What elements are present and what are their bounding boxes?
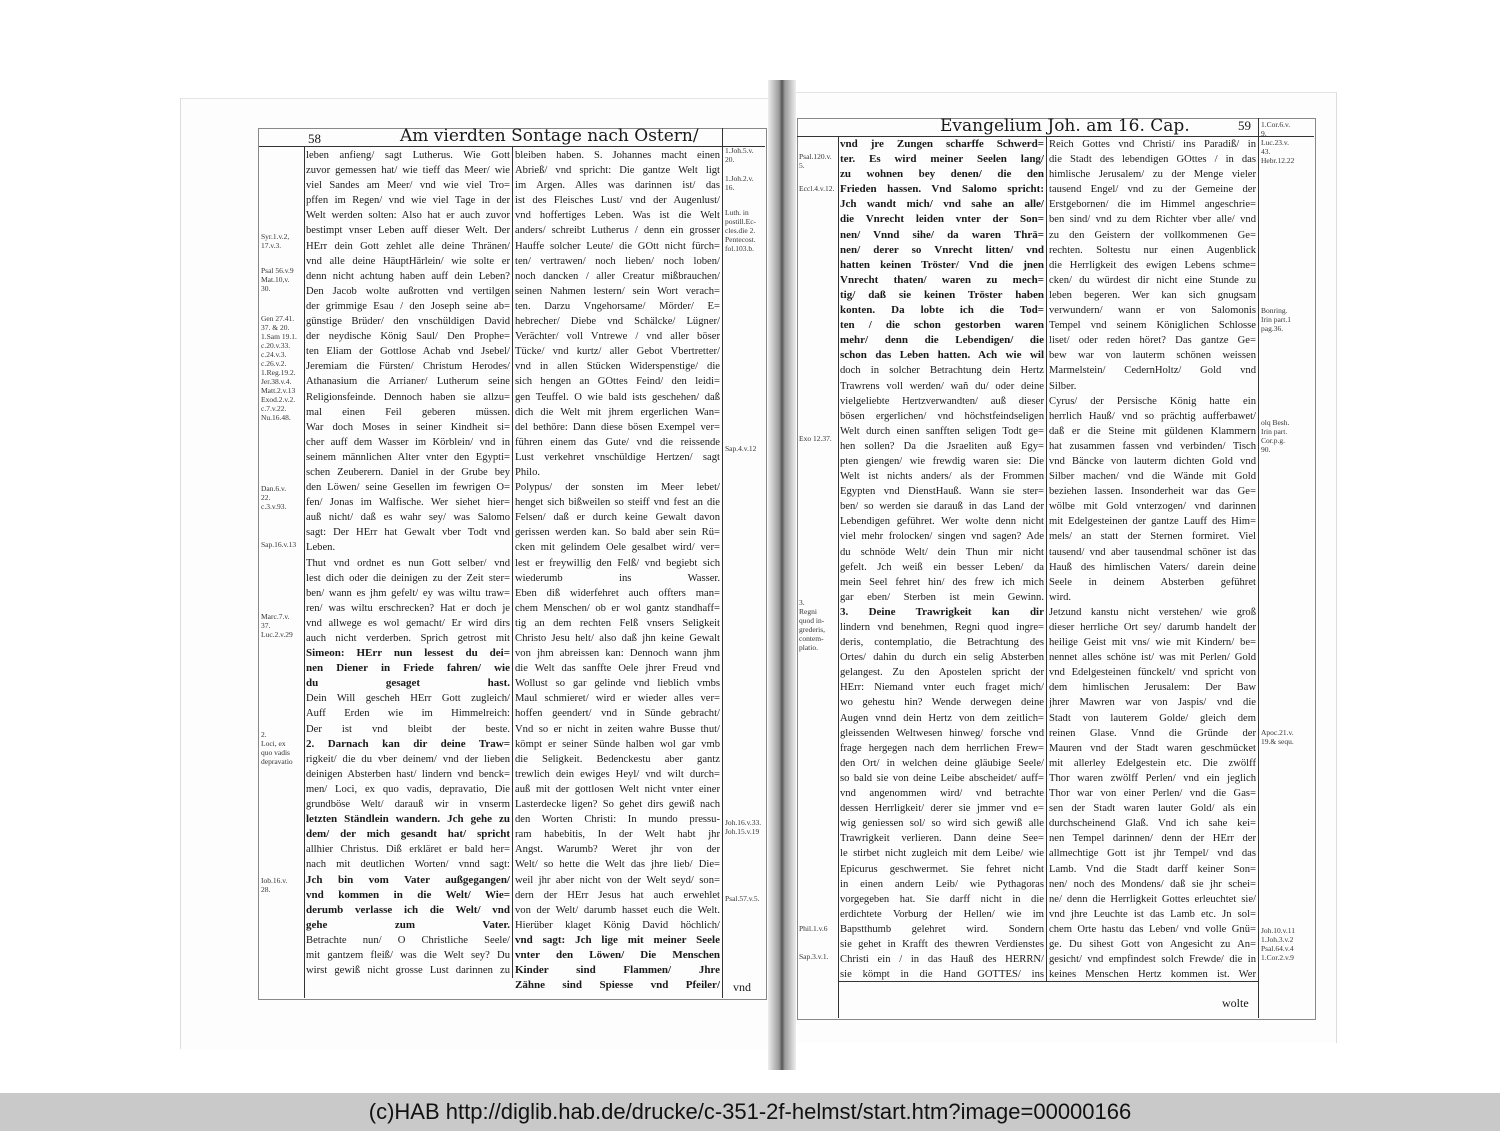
text-line: Thor war von einer Perlen/ vnd die Gas=	[1049, 788, 1256, 800]
text-line: Trawrens voll werden/ wañ du/ oder deine	[840, 380, 1044, 392]
text-line: auß nicht/ daß es wahr sey/ was Salomo	[306, 512, 510, 524]
text-line: denn nicht achtung haben auff dein Leben?	[306, 270, 510, 282]
text-line: die Welt das sanffte Oele jhrer Freud vnd	[515, 663, 720, 675]
text-line: tig/ daß sie keinen Tröster haben	[840, 288, 1044, 301]
text-line: pffen im Regen/ vnd wie viel Tage in der	[306, 195, 510, 207]
text-line: seinem männlichen Alter vnter den Egypti=	[306, 451, 510, 463]
text-line: lindern vnd benehmen, Regni quod ingre=	[840, 622, 1044, 633]
text-line: die Stadt des lebendigen GOttes / in das	[1049, 154, 1256, 166]
text-line: Religionsfeinde. Dennoch haben sie allzu=	[306, 391, 510, 403]
text-line: ten Eliam der Gottlose Achab vnd Jsebel/	[306, 346, 510, 358]
text-line: Philo.	[515, 466, 541, 478]
text-line: zu wohnen bey denen/ die den	[840, 168, 1044, 181]
text-line: mit Edelgesteinen der gantze Lauff des Him=	[1049, 516, 1256, 528]
text-line: der grimmige Esau / den Joseph seine ab=	[306, 300, 510, 312]
text-line: nen/ Vnnd sihe/ da waren Thrä=	[840, 228, 1044, 241]
text-line: Den Jacob wolte außrotten vnd vertilgen	[306, 285, 510, 297]
text-line: dem himlischen Jerusalem: Der Baw	[1049, 682, 1256, 694]
margin-note: Psal 56.v.9 Mat.10,v. 30.	[261, 266, 294, 293]
margin-note: 1.Cor.6.v. 9. Luc.23.v. 43. Hebr.12.22	[1261, 120, 1295, 165]
text-line: Welt/ so hette die Welt das jhre lieb/ Die=	[515, 859, 720, 871]
text-column-1	[840, 137, 1044, 982]
text-line: cher auff dem Wasser im Körblein/ vnd in	[306, 436, 510, 448]
text-line: doch in solcher Betrachtung dein Hertz	[840, 365, 1044, 377]
text-line: wird.	[1049, 591, 1072, 603]
copyright-footer: (c)HAB http://diglib.hab.de/drucke/c-351-2f-helmst/start.htm?image=00000166	[0, 1093, 1500, 1131]
text-line: im Argen. Alles was darinnen ist/ das	[515, 180, 720, 192]
margin-note: Syr.1.v.2, 17.v.3.	[261, 232, 290, 250]
text-line: Egypten vnd DienstHauß. Wann sie ster=	[840, 486, 1044, 498]
text-line: Thor waren zwölff Perlen/ vnd ein jeglich	[1049, 772, 1256, 784]
text-line: führen einem das Gute/ vnd die reissende	[515, 436, 720, 448]
margin-note: Sap.16.v.13	[261, 540, 297, 549]
text-line: zuvor gemessen hat/ wie tieff das Meer/ wie	[306, 165, 510, 177]
text-line: sie kömpt in die Hand GOTTES/ ins	[840, 969, 1044, 981]
text-line: allhier Christus. Diß erkläret er bald her=	[306, 844, 510, 856]
margin-note: Marc.7.v. 37. Luc.2.v.29	[261, 612, 293, 639]
text-line: beziehen lassen. Insonderheit war das Ge=	[1049, 486, 1256, 498]
text-line: heilige Geist mit vns/ wie mit Kindern/ be=	[1049, 637, 1256, 649]
text-line: ne/ denn die Herrligkeit Gottes erleuchtet sie/	[1049, 893, 1256, 905]
text-line: chem Menschen/ ob er wol gantz standhaff=	[515, 602, 720, 614]
text-line: henget sich bißweilen so steiff vnd fest an die	[515, 497, 720, 509]
text-line: von der Welt/ darumb hasset euch die Welt.	[515, 904, 720, 916]
text-line: Jch wandt mich/ vnd sahe an alle/	[840, 198, 1044, 211]
text-line: pten giengen/ wie frewdig waren sie: Die	[840, 455, 1044, 467]
text-line: Jch bin vom Vater außgegangen/	[306, 873, 510, 886]
text-line: Zähne sind Spiesse vnd Pfeiler/	[515, 979, 720, 992]
column-rule	[1046, 136, 1047, 981]
text-line: bleiben haben. S. Johannes macht einen	[515, 150, 720, 161]
text-line: mit allerley Edelgestein etc. Die zwölff	[1049, 757, 1256, 769]
text-line: men/ Loci, ex quo vadis, depravatio, Die	[306, 783, 510, 795]
margin-note: Exo 12.37.	[799, 434, 832, 443]
text-line: Lasterdecke ligen? So gehet dirs gewiß nach	[515, 799, 720, 811]
text-line: die Seligkeit. Bedenckestu aber gantz	[515, 753, 720, 765]
text-line: mein Seel fehret hin/ des frew ich mich	[840, 576, 1044, 588]
text-line: du schnöde Welt/ dein Thun mir nicht	[840, 546, 1044, 558]
text-line: lest er freywillig den Felß/ vnd begiebt sich	[515, 557, 720, 569]
column-rule	[512, 146, 513, 978]
text-line: Trawrigkeit verlieren. Dann deine See=	[840, 833, 1044, 845]
text-line: tausend/ vnd aber tausendmal schöner ist das	[1049, 546, 1256, 558]
text-line: wiederumb ins Wasser.	[515, 572, 720, 584]
text-line: Erstgebornen/ die im Himmel angeschrie=	[1049, 199, 1256, 211]
margin-note: Iob.16.v. 28.	[261, 876, 288, 894]
margin-note: Joh.10.v.11 1.Joh.3.v.2 Psal.64.v.4 1.Cor.2.v.9	[1261, 926, 1296, 962]
text-line: sen der Stadt waren lauter Gold/ als ein	[1049, 803, 1256, 815]
text-line: vnd hoffertiges Leben. Was ist die Welt	[515, 210, 720, 222]
text-line: letzten Ständlein wandern. Jch gehe zu	[306, 813, 510, 826]
text-line: Seele in deinem Absterben geführet	[1049, 576, 1256, 588]
text-line: cken/ du würdest dir nicht eine Stunde zu	[1049, 274, 1256, 286]
text-line: Mauren vnd der Stadt waren geschmücket	[1049, 742, 1256, 754]
text-line: ten. Darzu Vngehorsame/ Mörder/ E=	[515, 300, 720, 312]
text-line: leben begeren. Wer kan sich gnugsam	[1049, 289, 1256, 301]
text-line: auß mit der gottlosen Welt nicht vnter einer	[515, 783, 720, 795]
text-line: nen Diener in Friede fahren/ wie	[306, 662, 510, 675]
text-line: in einen andern Leib/ wie Pythagoras	[840, 878, 1044, 890]
text-line: Maul schmieret/ wird er wieder alles ver=	[515, 693, 720, 705]
text-line: ben sind/ vnd zu dem Richter vber alle/ vnd	[1049, 214, 1256, 226]
text-line: 2. Darnach kan dir deine Traw=	[306, 737, 510, 750]
text-line: hen sollen? Da die Jsraeliten auß Egy=	[840, 440, 1044, 452]
text-line: wo gehestu hin? Wende derwegen deine	[840, 697, 1044, 709]
text-line: ist des Fleisches Lust/ vnd der Augenlust/	[515, 195, 720, 207]
column-rule	[722, 128, 723, 998]
text-line: so bald sie von deine Leibe abscheidet/ auff=	[840, 772, 1044, 784]
text-line: hebrecher/ Diebe vnd Schälcke/ Lügner/	[515, 316, 720, 328]
text-line: derumb verlasse ich die Welt/ vnd	[306, 903, 510, 916]
text-line: vnd kommen in die Welt/ Wie=	[306, 888, 510, 901]
text-line: Stadt von lauterem Golde/ gleich dem	[1049, 712, 1256, 724]
text-line: die Herrligkeit des ewigen Lebens schme=	[1049, 259, 1256, 271]
text-line: günstige Brüder/ den vnschüldigen David	[306, 316, 510, 328]
text-line: ram habebitis, In der Welt habt jhr	[515, 829, 720, 841]
margin-note: Sap.3.v.1.	[799, 952, 829, 961]
text-line: Frieden hassen. Vnd Salomo spricht:	[840, 183, 1044, 196]
text-line: seinen Nahmen lestern/ sein Wort verach=	[515, 285, 720, 297]
text-line: Vnd so er nicht in zeiten wahre Busse thut/	[515, 723, 720, 735]
text-line: von jhm abreissen kan: Dennoch wann jhm	[515, 648, 720, 660]
text-line: Jetzund kanstu nicht verstehen/ wie groß	[1049, 606, 1256, 618]
text-line: kömpt er seiner Sünde halben wol gar vmb	[515, 738, 720, 750]
text-line: tausend Engel/ vnd zu der Gemeine der	[1049, 184, 1256, 196]
text-line: Thut vnd ordnet es nun Gott selber/ vnd	[306, 557, 510, 569]
text-line: gesicht/ vnd empfindest solch Frewde/ die in	[1049, 954, 1256, 966]
text-line: gelangest. Zu den Apostelen spricht der	[840, 667, 1044, 679]
text-line: gar eben/ Sterben ist mein Gewinn.	[840, 591, 1044, 603]
text-line: Leben.	[306, 542, 336, 554]
text-line: Hauffe solcher Leute/ die GOtt nicht fürch=	[515, 240, 720, 252]
text-line: War doch Moses in seiner Kindheit si=	[306, 421, 510, 433]
margin-note: Psal.120.v.5.	[799, 152, 832, 170]
text-line: Welt durch einen sanfften seligen Todt ge=	[840, 425, 1044, 437]
text-line: Welt werden solten: Also hat er auch zuvor	[306, 210, 510, 222]
text-line: viel mehr frolocken/ singen vnd sagen? Ade	[840, 531, 1044, 543]
text-line: nennet alles schöne ist/ was mit Perlen/ Gold	[1049, 652, 1256, 664]
page-number: 59	[1238, 118, 1251, 133]
text-line: Athanasium die Arrianer/ Lutherum seine	[306, 376, 510, 388]
text-line: Lamb. Vnd die Stadt darff keiner Son=	[1049, 863, 1256, 875]
text-line: Vnrecht thaten/ waren zu mech=	[840, 273, 1044, 286]
text-line: ge. Du sihest Gott von Angesicht zu An=	[1049, 938, 1256, 950]
text-line: mit gantzem fleiß/ was die Welt sey? Du	[306, 949, 510, 961]
text-line: Silber.	[1049, 380, 1077, 392]
text-line: vnd allwege es wol gemacht/ Er wird dirs	[306, 617, 510, 629]
text-line: Welt ist nichts anders/ als der Frommen	[840, 471, 1044, 483]
text-line: trewlich dein ewiges Heyl/ vnd wilt durch=	[515, 768, 720, 780]
text-line: Der ist vnd bleibt der beste.	[306, 723, 510, 735]
text-line: du gesaget hast.	[306, 677, 510, 690]
text-line: dessen Herrligkeit/ derer sie jmmer vnd e=	[840, 803, 1044, 815]
text-line: nen Tempel darinnen/ denn der HErr der	[1049, 833, 1256, 845]
text-line: sagt: Der HErr hat Gewalt vber Todt vnd	[306, 527, 510, 539]
text-line: wig geniessen sol/ so wird sich gewiß alle	[840, 818, 1044, 830]
text-line: der neydische König Saul/ Den Prophe=	[306, 331, 510, 343]
text-line: vorgegeben hat. Sie darff nicht in die	[840, 893, 1044, 905]
text-line: Hauß des himlischen Vaters/ darein deine	[1049, 561, 1256, 573]
text-line: frage hergegen nach dem herrlichen Frew=	[840, 742, 1044, 754]
text-line: HErr dein Gott zehlet alle deine Thränen/	[306, 240, 510, 252]
text-line: bew war von lauterm schönen weissen	[1049, 350, 1256, 362]
text-line: ter. Es wird meiner Seelen lang/	[840, 153, 1044, 166]
margin-note: 1.Joh.5.v. 20.	[725, 146, 754, 164]
text-line: Kinder sind Flammen/ Jhre	[515, 964, 720, 977]
text-line: noch dancken / aller Creatur mißbrauchen/	[515, 270, 720, 282]
text-line: Dein Will gescheh HErr Gott zugleich/	[306, 693, 510, 705]
column-rule	[838, 136, 839, 1018]
text-line: Lust verkehret vnschüldige Hertzen/ sagt	[515, 451, 720, 463]
text-line: Bapstthumb gelehret wird. Sondern	[840, 923, 1044, 935]
text-line: nach mit deutlichen Worten/ vnnd sagt:	[306, 859, 510, 871]
text-line: Polypus/ der sonsten im Meer lebet/	[515, 482, 720, 494]
text-line: sie gehet in Krafft des thewren Verdienstes	[840, 938, 1044, 950]
text-line: sich hengen an GOttes Feind/ den leidi=	[515, 376, 720, 388]
text-line: gleissenden Weltwesen hinweg/ forsche vnd	[840, 727, 1044, 739]
text-line: Reich Gottes vnd Christi/ ins Paradiß/ in	[1049, 139, 1256, 150]
text-line: Verächter/ voll Vntrewe / vnd aller böser	[515, 331, 720, 343]
text-line: auch nicht verderben. Sprich getrost mit	[306, 633, 510, 644]
margin-note: Apoc.21.v. 19.& sequ.	[1261, 728, 1294, 746]
text-line: jhrer Mawren war von Jaspis/ vnd die	[1049, 697, 1256, 709]
text-line: vnd Edelgesteinen fünckelt/ vnd spricht von	[1049, 667, 1256, 679]
text-line: liset/ oder reden höret? Das gantze Ge=	[1049, 335, 1256, 347]
margin-note: Gen 27.41. 37. & 20. 1.Sam 19.1. c.20.v.33. c.24.v.3. c.26.v.2. 1.Reg.19.2. Jer.38.v.4. Matt.2.v.13 Exod.2.v.2. c.7.v.22. Nu.16.48.	[261, 314, 297, 422]
text-line: bestimpt vnser Leben auff dieser Welt. Der	[306, 225, 510, 237]
margin-note: Phil.1.v.6	[799, 924, 828, 933]
text-line: den Ort/ in welchen deine gläubige Seele/	[840, 757, 1044, 769]
text-line: rechten. Soltestu nur einen Augenblick	[1049, 244, 1256, 256]
margin-note: Sap.4.v.12	[725, 444, 757, 453]
text-line: Betrachte nun/ O Christliche Seele/	[306, 934, 510, 946]
text-line: leben anfieng/ sagt Lutherus. Wie Gott	[306, 150, 510, 161]
text-line: vnd alle deine HäuptHärlein/ wie solte er	[306, 255, 510, 267]
text-line: HErr: Niemand vnter euch fraget mich/	[840, 682, 1044, 694]
text-line: Eben diß widerfehret auch offters man=	[515, 587, 720, 599]
text-line: le stirbet nicht zugleich mit dem Leibe/ wie	[840, 848, 1044, 860]
margin-note: 1.Joh.2.v. 16.	[725, 174, 754, 192]
text-line: dieser herrliche Ort sey/ darumb handelt der	[1049, 622, 1256, 633]
text-line: 3. Deine Trawrigkeit kan dir	[840, 605, 1044, 618]
text-line: Wollust so gar gelinde vnd lieblich vmbs	[515, 678, 720, 690]
text-line: vnd angenommen wird/ vnd betrachte	[840, 788, 1044, 800]
text-line: nen/ noch des Mondens/ daß sie jhr schei=	[1049, 878, 1256, 890]
text-line: ten/ vertrawen/ noch lieben/ noch loben/	[515, 255, 720, 267]
text-line: mehr/ denn die Lebendigen/ die	[840, 334, 1044, 347]
text-line: vnd jhre Leuchte ist das Lamb etc. Jn sol=	[1049, 908, 1256, 920]
text-line: rigkeit/ die du vber deinem/ vnd der lieben	[306, 753, 510, 765]
text-line: Ortes/ dahin du durch ein selig Absterben	[840, 652, 1044, 664]
text-line: hatten keinen Tröster/ Vnd die jnen	[840, 258, 1044, 271]
text-line: Felsen/ daß er durch keine Gewalt davon	[515, 512, 720, 524]
text-line: Christo Jesu helt/ also daß jhn keine Gewalt	[515, 633, 720, 644]
text-line: tig an dem rechten Felß vnsers Seligkeit	[515, 617, 720, 629]
text-line: cken mit gelindem Oele gesalbet wird/ ver=	[515, 542, 720, 554]
margin-note: Luth. in postill.Ec- cles.die 2. Pentecost. fol.103.b.	[725, 208, 757, 253]
text-line: anders/ schreibt Lutherus / denn ein grosser	[515, 225, 720, 237]
text-line: vnd sagt: Jch lige mit meiner Seele	[515, 933, 720, 946]
text-line: Silber machen/ vnd die Wände mit Gold	[1049, 471, 1256, 483]
text-line: fen/ Jonas im Walfische. Wer siehet hier=	[306, 497, 510, 509]
text-line: Cyrus/ der Persische König hatte ein	[1049, 395, 1256, 407]
text-line: zu den Geistern der vollkommenen Ge=	[1049, 229, 1256, 241]
text-line: chem Orte hastu das Leben/ vnd volle Gnü=	[1049, 923, 1256, 935]
text-line: Tempel vnd seinem Königlichen Schlosse	[1049, 320, 1256, 332]
column-rule	[1258, 118, 1259, 1018]
text-line: mels/ an statt der Sternen formiret. Viel	[1049, 531, 1256, 543]
text-line: keines Menschen Hertz kommen ist. Wer	[1049, 969, 1256, 981]
margin-note: Joh.16.v.33. Joh.15.v.19	[725, 818, 762, 836]
text-line: hoffen geendert/ vnd in Sünde gebracht/	[515, 708, 720, 720]
text-line: deinigen Absterben hast/ lindern vnd benck=	[306, 768, 510, 780]
text-line: vnd in allen Stücken Widerspenstige/ die	[515, 361, 720, 373]
catchword: vnd	[733, 980, 751, 994]
text-line: den Löwen/ seine Gesellen im fewrigen O=	[306, 482, 510, 494]
text-line: deris, contemplatio, die Betrachtung des	[840, 637, 1044, 649]
text-line: lest dich oder die deinigen zu der Zeit ster=	[306, 572, 510, 584]
text-line: wölbe mit Gold vnterzogen/ vnd darinnen	[1049, 501, 1256, 513]
text-column-2	[1049, 137, 1256, 982]
text-line: verwundern/ wann er von Salomonis	[1049, 305, 1256, 317]
column-rule	[304, 146, 305, 998]
text-line: dich die Welt mit jhrem ergerlichen Wan=	[515, 406, 720, 418]
text-line: Auff Erden wie im Himmelreich:	[306, 708, 510, 720]
text-line: durchscheinend Glaß. Vnd ich sahe kei=	[1049, 818, 1256, 830]
margin-note: Bonring. Irin part.1 pag.36.	[1261, 306, 1291, 333]
text-line: vnd jre Zungen scharffe Schwerd=	[840, 138, 1044, 150]
text-line: hat zusammen fassen vnd verbinden/ Tisch	[1049, 440, 1256, 452]
text-line: mal einen Feil geberen müssen.	[306, 406, 510, 418]
text-line: himlische Jerusalem/ zu der Menge vieler	[1049, 169, 1256, 181]
text-line: Angst. Warumb? Weret jhr von der	[515, 844, 720, 856]
text-column-1	[306, 148, 510, 978]
text-line: vnd Bäncke von lauterm dichten Gold vnd	[1049, 455, 1256, 467]
running-head: Evangelium Joh. am 16. Cap.	[940, 116, 1190, 136]
margin-note: Psal.57.v.5.	[725, 894, 760, 903]
margin-note: 3. Regni quod in- grederis, contem- platio.	[799, 598, 826, 652]
text-line: daß er die Steine mit güldenen Klammern	[1049, 425, 1256, 437]
text-line: die Vnrecht leiden vnter der Son=	[840, 213, 1044, 226]
catchword: wolte	[1222, 996, 1249, 1010]
text-line: Abrieß/ vnd spricht: Die gantze Welt ligt	[515, 165, 720, 177]
margin-note: Eccl.4.v.12.	[799, 184, 835, 193]
text-line: Epicurus geschwermet. Sie fehret nicht	[840, 863, 1044, 875]
text-line: Marmelstein/ CedernHoltz/ Gold vnd	[1049, 365, 1256, 377]
text-line: ben/ so werden sie darauß in das Land der	[840, 501, 1044, 513]
text-line: nen/ derer so Vnrecht litten/ vnd	[840, 243, 1044, 256]
text-line: weil jhr aber nicht von der Welt seyd/ son=	[515, 874, 720, 886]
text-line: Tücke/ vnd kurtz/ aller Gebot Vbertretter/	[515, 346, 720, 358]
text-line: dern der HErr Jesus hat auch erwehlet	[515, 889, 720, 901]
text-line: gerissen werden kan. So bald aber sein Rü=	[515, 527, 720, 539]
text-line: ren/ was wiltu erschrecken? Hat er doch je	[306, 602, 510, 614]
text-line: Lebendigen geführet. Wer wolte denn nicht	[840, 516, 1044, 528]
margin-note: Dan.6.v. 22. c.3.v.93.	[261, 484, 287, 511]
text-line: vnter den Löwen/ Die Menschen	[515, 948, 720, 961]
text-line: Jeremiam die Fürsten/ Christum Herodes/	[306, 361, 510, 373]
text-line: gen Teuffel. O wie bald ists geschehen/ daß	[515, 391, 720, 403]
text-line: allmechtige Gott ist jhr Tempel/ vnd das	[1049, 848, 1256, 860]
text-line: gehe zum Vater.	[306, 918, 510, 931]
text-line: wirst gewiß nicht grosse Lust darinnen zu	[306, 965, 510, 977]
text-line: Hierüber klaget König David höchlich/	[515, 919, 720, 931]
text-line: reinen Glase. Vnnd die Gründe der	[1049, 727, 1256, 739]
text-line: ten / die schon gestorben waren	[840, 319, 1044, 332]
margin-note: olq Besh. Irin part. Cor.p.g. 90.	[1261, 418, 1290, 454]
text-line: grundböse Welt/ darauß wir in vnserm	[306, 799, 510, 811]
running-head: Am vierdten Sontage nach Ostern/	[400, 126, 699, 146]
text-line: Simeon: HErr nun lessest du dei=	[306, 647, 510, 660]
book-gutter	[768, 80, 796, 1070]
text-line: bösen ergerlichen/ vnd höchstfeindseligen	[840, 410, 1044, 422]
text-line: gefelt. Jch weiß ein besser Leben/ da	[840, 561, 1044, 573]
text-line: vielgeliebte Hertzverwandten/ auß dieser	[840, 395, 1044, 407]
text-line: Christi ein / in das Hauß des HERRN/	[840, 954, 1044, 966]
text-line: Augen vnnd dein Hertz von dem zeitlich=	[840, 712, 1044, 724]
text-column-2	[515, 148, 720, 993]
text-line: herrlich Hauß/ vnd so prächtig aufferbawet/	[1049, 410, 1256, 422]
text-line: ben/ wann es jhm gefelt/ ey was wiltu traw=	[306, 587, 510, 599]
margin-note: 2. Loci, ex quo vadis depravatio	[261, 730, 293, 766]
text-line: del bethöre: Dann diese bösen Exempel ver=	[515, 421, 720, 433]
text-line: viel Sandes am Meer/ vnd wie viel Tro=	[306, 180, 510, 192]
text-line: konten. Da lobte ich die Tod=	[840, 304, 1044, 317]
text-line: erdichtete Vorburg der Hellen/ wie im	[840, 908, 1044, 920]
text-line: dem/ der mich gesandt hat/ spricht	[306, 828, 510, 841]
text-line: schen Zeuberern. Daniel in der Grube bey	[306, 466, 510, 478]
text-line: den Worten Christi: In mundo pressu-	[515, 814, 720, 826]
text-line: schon das Leben hatten. Ach wie wil	[840, 349, 1044, 362]
page-number: 58	[308, 131, 321, 146]
